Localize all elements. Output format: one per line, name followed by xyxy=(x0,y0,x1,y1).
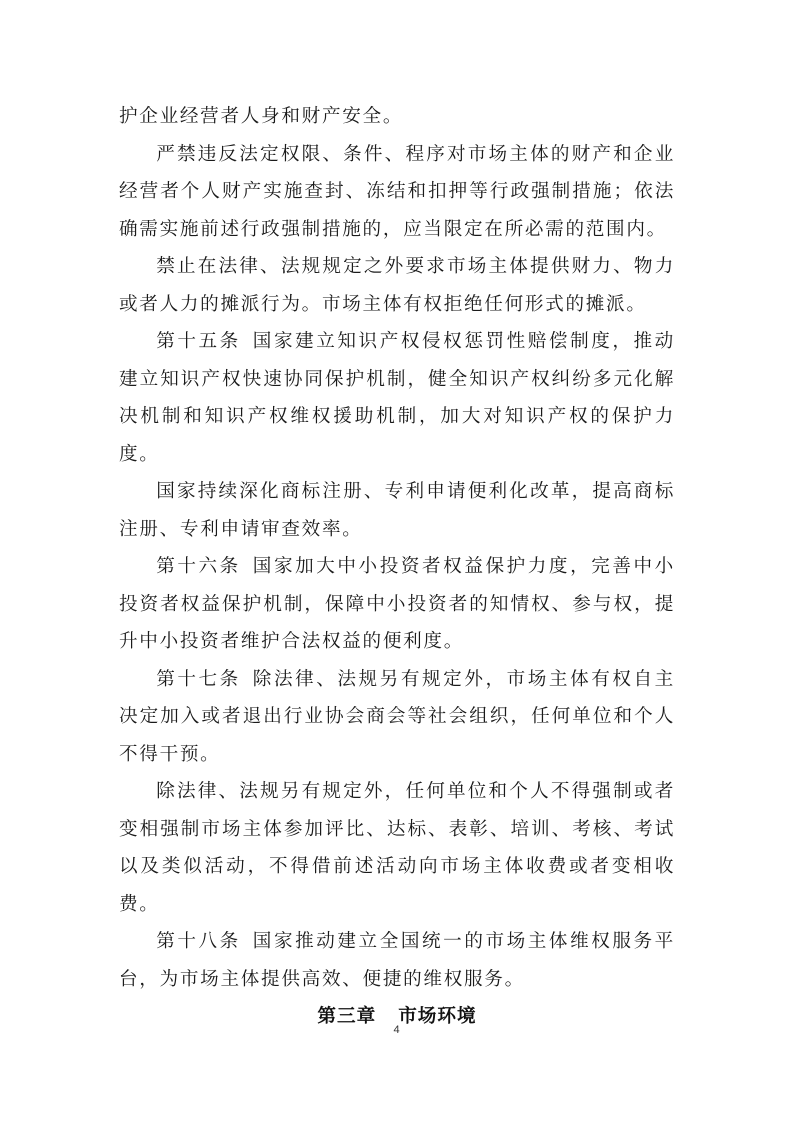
article-15 xyxy=(119,323,675,473)
paragraph-text: 国家加大中小投资者权益保护力度，完善中小投资者权益保护机制，保障中小投资者的知情权、参与权，提升中小投资者维护合法权益的便利度。 xyxy=(119,556,675,652)
chapter-number: 第三章 xyxy=(317,1006,377,1027)
paragraph-text: 除法律、法规另有规定外，任何单位和个人不得强制或者变相强制市场主体参加评比、达标、表彰、培训、考核、考试以及类似活动，不得借前述活动向市场主体收费或者变相收费。 xyxy=(119,781,675,915)
article-number: 第十五条 xyxy=(156,331,241,352)
page-number: 4 xyxy=(393,1024,400,1036)
article-number: 第十六条 xyxy=(156,556,241,577)
paragraph-text: 禁止在法律、法规规定之外要求市场主体提供财力、物力或者人力的摊派行为。市场主体有权拒绝任何形式的摊派。 xyxy=(119,256,675,315)
paragraph xyxy=(119,98,675,136)
document-body xyxy=(119,98,675,1036)
article-number: 第十八条 xyxy=(156,931,241,952)
paragraph xyxy=(119,773,675,923)
paragraph-text: 严禁违反法定权限、条件、程序对市场主体的财产和企业经营者个人财产实施查封、冻结和扣押等行政强制措施；依法确需实施前述行政强制措施的，应当限定在所必需的范围内。 xyxy=(119,143,675,240)
article-17 xyxy=(119,661,675,774)
paragraph-text: 国家推动建立全国统一的市场主体维权服务平台，为市场主体提供高效、便捷的维权服务。 xyxy=(119,931,675,990)
article-number: 第十七条 xyxy=(156,668,241,690)
article-18 xyxy=(119,923,675,998)
paragraph xyxy=(119,136,675,249)
paragraph-text: 国家建立知识产权侵权惩罚性赔偿制度，推动建立知识产权快速协同保护机制，健全知识产权纠纷多元化解决机制和知识产权维权援助机制，加大对知识产权的保护力度。 xyxy=(119,331,675,465)
paragraph xyxy=(119,248,675,323)
article-16 xyxy=(119,548,675,661)
paragraph-text: 护企业经营者人身和财产安全。 xyxy=(119,106,404,127)
paragraph-text: 除法律、法规另有规定外，市场主体有权自主决定加入或者退出行业协会商会等社会组织，任何单位和个人不得干预。 xyxy=(119,668,675,765)
paragraph xyxy=(119,473,675,548)
chapter-title: 市场环境 xyxy=(398,1006,477,1027)
paragraph-text: 国家持续深化商标注册、专利申请便利化改革，提高商标注册、专利申请审查效率。 xyxy=(119,481,675,540)
